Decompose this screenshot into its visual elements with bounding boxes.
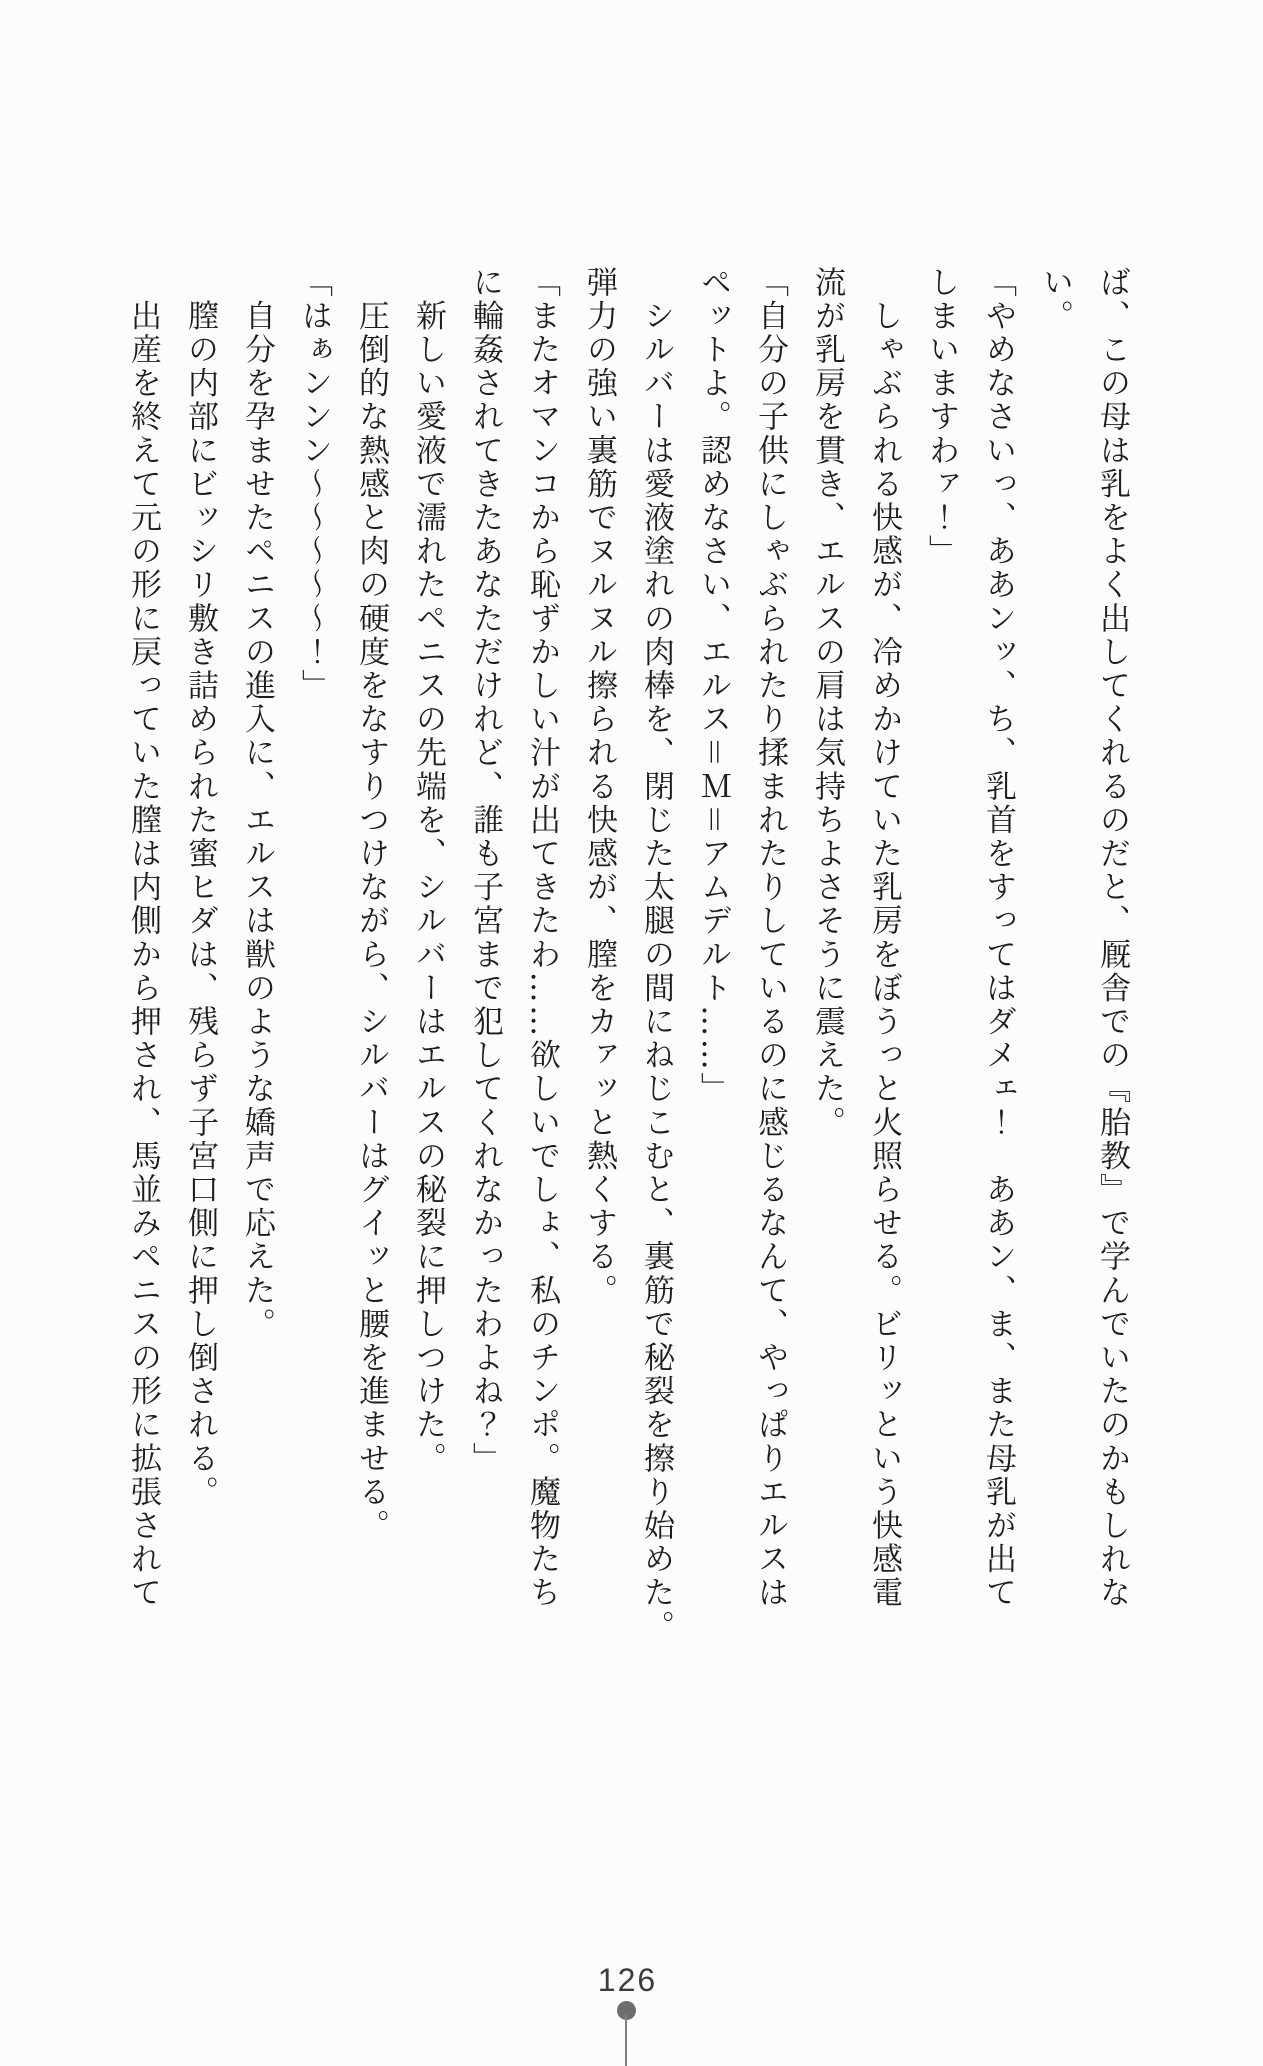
footer-rule (625, 2014, 627, 2066)
text-line: 「やめなさいっ、ああンッ、ち、乳首をすってはダメェ！ ああン、ま、また母乳が出て (980, 266, 1016, 1610)
text-block (114, 266, 1140, 1661)
text-line: 流が乳房を貫き、エルスの肩は気持ちよさそうに震えた。 (809, 266, 845, 1140)
text-line: い。 (1037, 266, 1073, 334)
text-line: 「またオマンコから恥ずかしい汁が出てきたわ……欲しいでしょ、私のチンポ。魔物たち (524, 266, 560, 1610)
text-line: 自分を孕ませたペニスの進入に、エルスは獣のような嬌声で応えた。 (239, 266, 275, 1342)
text-line: に輪姦されてきたあなただけれど、誰も子宮まで犯してくれなかったわよね？」 (467, 266, 503, 1476)
text-line: 圧倒的な熱感と肉の硬度をなすりつけながら、シルバーはグイッと腰を進ませる。 (353, 266, 389, 1543)
text-line: しまいますわァ！」 (923, 266, 959, 569)
text-line: ば、この母は乳をよく出してくれるのだと、厩舎での『胎教』で学んでいたのかもしれな (1094, 266, 1130, 1610)
page-number: 126 (597, 1962, 658, 1998)
text-line: 出産を終えて元の形に戻っていた膣は内側から押され、馬並みペニスの形に拡張されて (125, 266, 161, 1610)
text-line: 新しい愛液で濡れたペニスの先端を、シルバーはエルスの秘裂に押しつけた。 (410, 266, 446, 1476)
text-line: しゃぶられる快感が、冷めかけていた乳房をぼうっと火照らせる。ビリッという快感電 (866, 266, 902, 1610)
text-line: 「自分の子供にしゃぶられたり揉まれたりしているのに感じるなんて、やっぱりエルスは (752, 266, 788, 1610)
text-line: ペットよ。認めなさい、エルス＝Ｍ＝アムデルト……」 (695, 266, 731, 1106)
text-line: シルバーは愛液塗れの肉棒を、閉じた太腿の間にねじこむと、裏筋で秘裂を擦り始めた。 (638, 266, 674, 1644)
text-line: 膣の内部にビッシリ敷き詰められた蜜ヒダは、残らず子宮口側に押し倒される。 (182, 266, 218, 1510)
text-line: 「はぁンンン～～～～～！」 (296, 266, 332, 703)
text-line: 弾力の強い裏筋でヌルヌル擦られる快感が、膣をカァッと熱くする。 (581, 266, 617, 1308)
